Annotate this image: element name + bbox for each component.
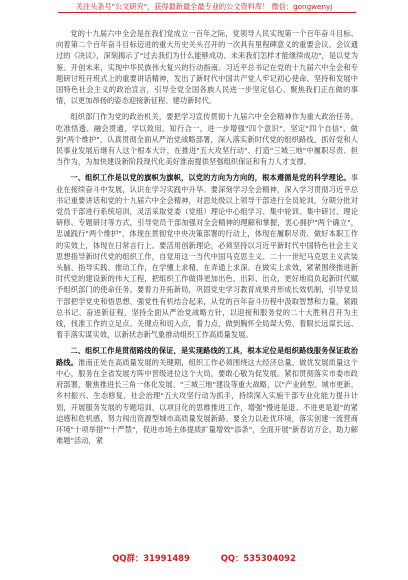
- paragraph-4: [56, 345, 358, 446]
- paragraph-3: [56, 172, 358, 340]
- paragraph-3-text: 事业在接续奋斗中发展，认识在学习实践中升华。要深刻学习全会精神，深入学习贯彻习近平总书记重要讲话和党的十九届六中全会精神，对思处级以上领导干部进行全员轮训，分期分批对党员干部进行系统培训，灵活采取党委（党组）理论中心组学习、集中轮训、集中研讨、理论研修、专题研讨等方式，引导党员干部加强对全会精神的理解和掌握，衷心拥护"两个确立"，忠诚践行"两个维护"，体现在贯彻党中央决策部署的行动上，体现在履职尽责、做好本职工作的实效上，体现在日常言行上。要活用创新理论，必须坚持以习近平新时代中国特色社会主义思想指导新时代党的组织工作，自觉用这一当代中国马克思主义、二十一世纪马克思主义武装头脑、指导实践、推动工作，在学懂上求精、在弄通上求深、在做实上求效，紧紧围绕推进新时代党的建设新的伟大工程，把组织工作做得更加出色、出彩、出众，更好地肩负起新时代赋予组织部门的使命任务。要着力开拓新局，巩固党史学习教育成果并形成长效机制，引导党员干部把学党史和悟思想、强党性有机结合起来，从党的百年奋斗历程中汲取智慧和力量，紧跟总书记、奋进新征程，坚持全面从严治党战略方针，以迎接和服务党的二十大胜利召开为主线，找准工作的立足点、关键点和切入点，着力点，做到胸怀全局谋大势、着眼长远谋长远、着手落实谋实效，以新状态新气象推动组织工作高质量发展。: [56, 173, 358, 340]
- paragraph-2: [56, 111, 358, 167]
- document-page: [56, 28, 358, 540]
- paragraph-4-text: 淮南正处在高质量发展的关键期，组织工作必须围绕这大经济总量、做优发展质量这个中心，服务在全省发展方阵中晋级进位这个大局，要敢心敬为促发展。紧扣贯彻落实市委市政府部署，聚焦推进长三角一体化发展、"三城三地"建设等重大战略，以"产业转型、城市更新、乡村振兴、生态修复、社会治理"五大攻坚行动为抓手，持续深入实施干部专业化能力提升计划，开展服务发展的专题培训，以项目化的思维推进工作，增强"慢进是退、不进更是退"的紧迫感和危机感，努力闯出资源型城市高质量发展新路。要全力以赴优环境，落实创建一流营商环境"十项举措""十严禁"，促进市场主体提质扩量增效"添条"，全面开展"新春访万企、助力解难题"活动，紧: [56, 357, 358, 446]
- paragraph-1: [56, 28, 358, 106]
- footer-qq: QQ：535304092: [220, 553, 296, 563]
- section-2-heading: 二、组织工作是贯彻路线的保证，是实现路线的工具，根本定位是组织路线服务保证政治路线。: [56, 346, 358, 367]
- paragraph-2-text: 组织部门作为党的政治机关，要把学习宣传贯彻十九届六中全会精神作为重大政治任务，吃准悟透、融会贯通，学以致用、知行合一，进一步增强"四个意识"、坚定"四个自信"、做到"两个维护"，认真贯彻全面从严治党战略部署，深入落实新时代党的组织路线，抓好党和人民事业发展后继有人这个根本大计，在推进"五大攻坚行动"、打造"三城三地"中履职尽责、担当作为，为加快建设新阶段现代化美好淮南提供坚强组织保证和有力人才支撑。: [56, 112, 358, 167]
- top-banner: 关注头条号"公文研究"，获得最新最全最专业的公文资料库！ 微信：gongwenyj: [0, 0, 408, 14]
- section-1-heading: 一、组织工作是以党的旗帜为旗帜，以党的方向为方向的，根本遵循是党的科学理论。: [70, 173, 351, 183]
- footer-qq-group: QQ群：31991489: [112, 553, 190, 563]
- paragraph-1-text: 党的十九届六中全会是在我们党成立一百年之际，党领导人民实现第一个百年奋斗目标、向着第二个百年奋斗目标迈进的重大历史关头召开的一次具有里程碑意义的重要会议。会议通过的《决议》，深刻揭示了"过去我们为什么能够成功、未来我们怎样才能继续成功"，是以党为鉴、开创未来，实现中华民族伟大复兴的行动指南。习近平总书记在党的十九届六中全会和专题研讨班开班式上的重要讲话精神，发出了新时代中国共产党人牢记初心使命、坚持和发展中国特色社会主义的政治宣言，引导全党全国各族人民进一步坚定信心、聚焦我们正在做的事情，以更加昂扬的姿态迎接新征程、建功新时代。: [56, 29, 358, 106]
- footer-contact: [0, 550, 408, 566]
